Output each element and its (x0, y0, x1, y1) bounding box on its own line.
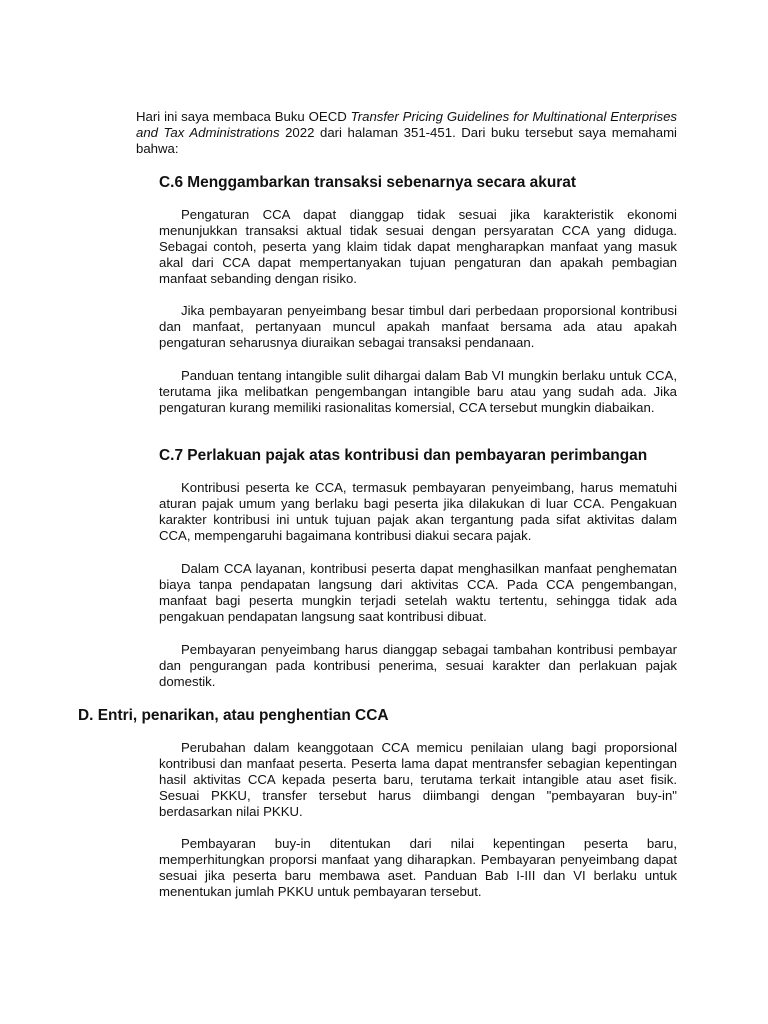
section-heading-c7: C.7 Perlakuan pajak atas kontribusi dan pembayaran perimbangan (159, 447, 648, 464)
paragraph-c6-1: Pengaturan CCA dapat dianggap tidak sesuai jika karakteristik ekonomi menunjukkan transaksi aktual tidak sesuai dengan persyaratan CCA yang diduga. Sebagai contoh, peserta yang klaim tidak dapat mengharapkan manfaat yang masuk akal dari CCA dapat mempertanyakan tujuan pengaturan dan apakah pembagian manfaat sebanding dengan risiko. (159, 207, 677, 286)
book-title: Transfer Pricing Guidelines for Multinational Enterprises and Tax Administrations (136, 109, 677, 140)
intro-text-before: Hari ini saya membaca Buku OECD (136, 109, 351, 124)
section-heading-c6: C.6 Menggambarkan transaksi sebenarnya secara akurat (159, 174, 577, 191)
section-heading-d: D. Entri, penarikan, atau penghentian CCA (78, 707, 389, 724)
intro-paragraph (136, 109, 677, 157)
intro-text-after: 2022 dari halaman 351-451. Dari buku tersebut saya memahami bahwa: (136, 125, 677, 156)
paragraph-c7-3: Pembayaran penyeimbang harus dianggap sebagai tambahan kontribusi pembayar dan pengurangan pada kontribusi penerima, sesuai karakter dan perlakuan pajak domestik. (159, 642, 677, 689)
paragraph-c6-2: Jika pembayaran penyeimbang besar timbul dari perbedaan proporsional kontribusi dan manfaat, pertanyaan muncul apakah manfaat bersama ada atau apakah pengaturan seharusnya diuraikan sebagai transaksi pendanaan. (159, 303, 677, 350)
paragraph-c7-1: Kontribusi peserta ke CCA, termasuk pembayaran penyeimbang, harus mematuhi aturan pajak umum yang berlaku bagi peserta jika dilakukan di luar CCA. Pengakuan karakter kontribusi ini untuk tujuan pajak akan tergantung pada sifat aktivitas dalam CCA, mempengaruhi bagaimana kontribusi diakui secara pajak. (159, 480, 677, 543)
paragraph-c6-3: Panduan tentang intangible sulit dihargai dalam Bab VI mungkin berlaku untuk CCA, terutama jika melibatkan pengembangan intangible baru atau yang sudah ada. Jika pengaturan kurang memiliki rasionalitas komersial, CCA tersebut mungkin diabaikan. (159, 368, 677, 415)
paragraph-d-2: Pembayaran buy-in ditentukan dari nilai kepentingan peserta baru, memperhitungkan proporsi manfaat yang diharapkan. Pembayaran penyeimbang dapat sesuai jika peserta baru membawa aset. Panduan Bab I-III dan VI berlaku untuk menentukan jumlah PKKU untuk pembayaran tersebut. (159, 836, 677, 899)
paragraph-d-1: Perubahan dalam keanggotaan CCA memicu penilaian ulang bagi proporsional kontribusi dan manfaat peserta. Peserta lama dapat mentransfer sebagian kepentingan hasil aktivitas CCA kepada peserta baru, terutama terkait intangible atau aset fisik. Sesuai PKKU, transfer tersebut harus diimbangi dengan "pembayaran buy-in" berdasarkan nilai PKKU. (159, 740, 677, 819)
paragraph-c7-2: Dalam CCA layanan, kontribusi peserta dapat menghasilkan manfaat penghematan biaya tanpa pendapatan langsung dari aktivitas CCA. Pada CCA pengembangan, manfaat bagi peserta mungkin terjadi setelah waktu tertentu, sehingga tidak ada pengakuan pendapatan langsung saat kontribusi dibuat. (159, 561, 677, 624)
